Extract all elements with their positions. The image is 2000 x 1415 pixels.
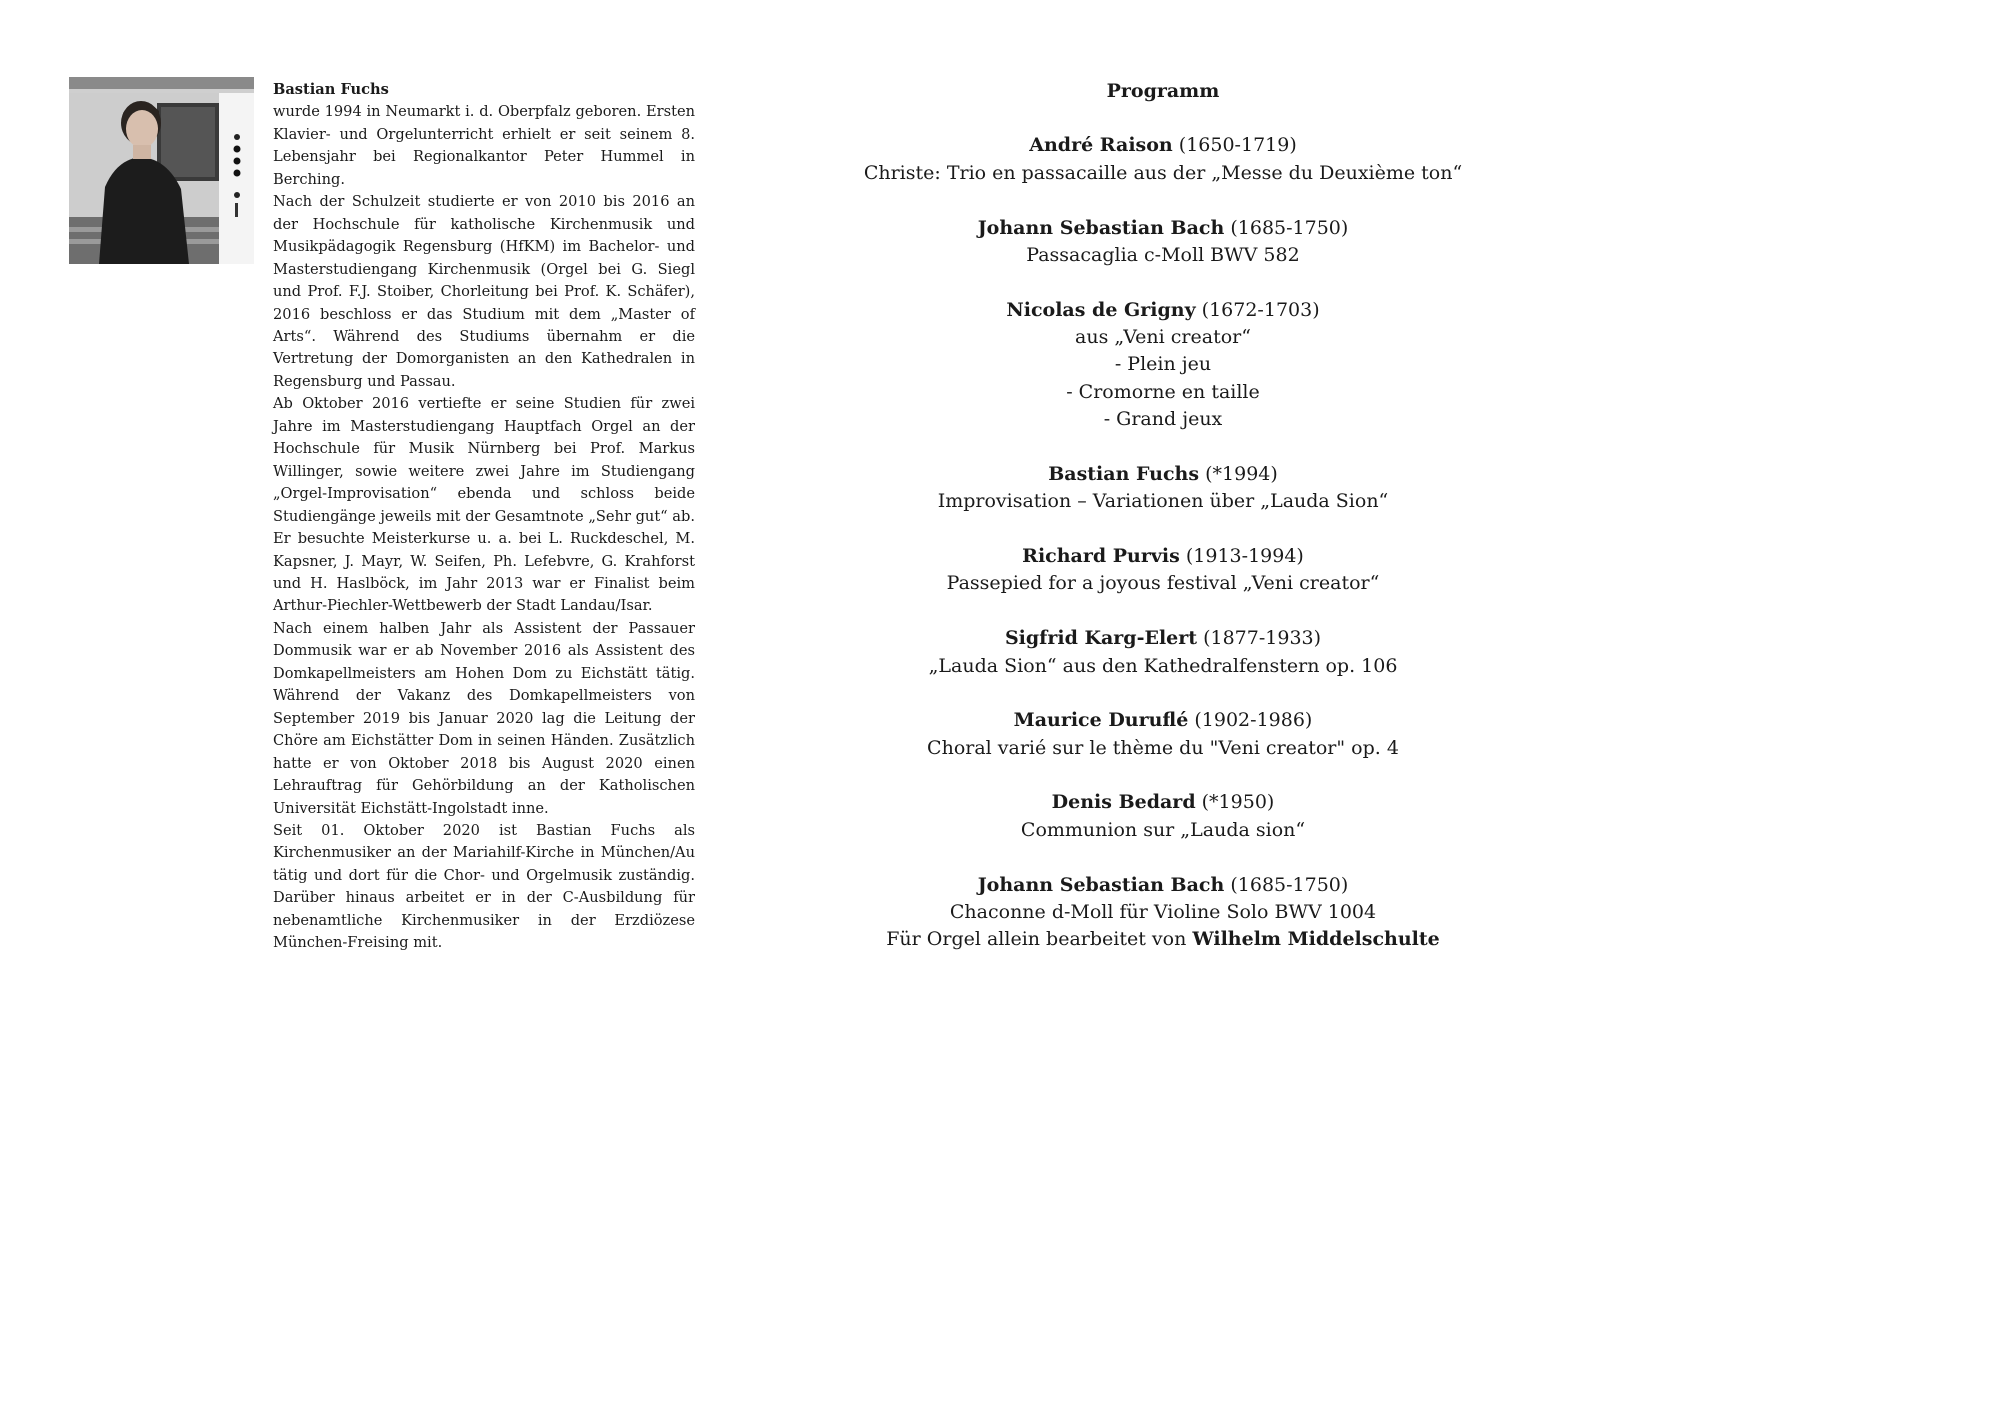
composer-dates: (1877-1933) bbox=[1197, 627, 1322, 650]
composer-line bbox=[850, 789, 1476, 816]
work-title: „Lauda Sion“ aus den Kathedralfenstern op. 106 bbox=[928, 654, 1398, 677]
composer-line bbox=[850, 707, 1476, 734]
arrangement-prefix: Für Orgel allein bearbeitet von bbox=[886, 928, 1193, 951]
program-piece bbox=[850, 543, 1476, 598]
work-movement: - Plein jeu bbox=[1114, 353, 1212, 376]
composer-line bbox=[850, 132, 1476, 159]
composer-name: André Raison bbox=[1029, 134, 1173, 157]
composer-name: Johann Sebastian Bach bbox=[977, 216, 1225, 239]
work-movement: - Grand jeux bbox=[1103, 408, 1223, 431]
composer-name: Nicolas de Grigny bbox=[1006, 298, 1196, 321]
composer-name: Sigfrid Karg-Elert bbox=[1004, 627, 1198, 650]
composer-name: Richard Purvis bbox=[1022, 545, 1180, 568]
composer-name: Bastian Fuchs bbox=[1048, 462, 1200, 485]
work-title: Chaconne d-Moll für Violine Solo BWV 1004 bbox=[949, 900, 1377, 923]
bio-paragraph: Ab Oktober 2016 vertiefte er seine Studien für zwei Jahre im Masterstudiengang Hauptfach Orgel an der Hochschule für Musik Nürnberg bei Prof. Markus Willinger, sowie weitere zwei Jahre im Studiengang „Orgel-Improvisation“ ebenda und schloss beide Studiengänge jeweils mit der Gesamtnote „Sehr gut“ ab. Er besuchte Meisterkurse u. a. bei L. Ruckdeschel, M. Kapsner, J. Mayr, W. Seifen, Ph. Lefebvre, G. Krahforst und H. Haslböck, im Jahr 2013 war er Finalist beim Arthur-Piechler-Wettbewerb der Stadt Landau/Isar. bbox=[273, 395, 695, 615]
composer-line bbox=[850, 461, 1476, 488]
composer-dates: (*1950) bbox=[1195, 791, 1275, 814]
biography bbox=[273, 79, 695, 955]
composer-line bbox=[850, 543, 1476, 570]
program-piece bbox=[850, 215, 1476, 270]
arranger-name: Wilhelm Middelschulte bbox=[1192, 928, 1440, 951]
composer-dates: (1902-1986) bbox=[1188, 709, 1313, 732]
program-piece bbox=[850, 461, 1476, 516]
arrangement-line bbox=[850, 926, 1476, 953]
work-title: Choral varié sur le thème du "Veni creator" op. 4 bbox=[927, 736, 1399, 759]
composer-dates: (1685-1750) bbox=[1224, 216, 1349, 239]
work-title: Communion sur „Lauda sion“ bbox=[1020, 818, 1306, 841]
composer-name: Maurice Duruflé bbox=[1013, 709, 1189, 732]
program-piece bbox=[850, 625, 1476, 680]
program-title: Programm bbox=[1106, 80, 1220, 102]
composer-dates: (1913-1994) bbox=[1179, 545, 1304, 568]
bio-paragraph: wurde 1994 in Neumarkt i. d. Oberpfalz geboren. Ersten Klavier- und Orgelunterricht erhielt er seit seinem 8. Lebensjahr bei Regionalkantor Peter Hummel in Berching. bbox=[273, 103, 695, 188]
portrait-photo bbox=[69, 77, 254, 264]
work-title: Improvisation – Variationen über „Lauda Sion“ bbox=[937, 490, 1389, 513]
composer-line bbox=[850, 625, 1476, 652]
composer-line bbox=[850, 297, 1476, 324]
composer-name: Denis Bedard bbox=[1051, 791, 1196, 814]
work-title: Passepied for a joyous festival „Veni creator“ bbox=[946, 572, 1380, 595]
bio-paragraph: Seit 01. Oktober 2020 ist Bastian Fuchs als Kirchenmusiker an der Mariahilf-Kirche in München/Au tätig und dort für die Chor- und Orgelmusik zuständig. Darüber hinaus arbeitet er in der C-Ausbildung für nebenamtliche Kirchenmusiker in der Erzdiözese München-Freising mit. bbox=[273, 821, 695, 952]
bio-paragraph: Nach einem halben Jahr als Assistent der Passauer Dommusik war er ab November 2016 als Assistent des Domkapellmeisters am Hohen Dom zu Eichstätt tätig. Während der Vakanz des Domkapellmeisters von September 2019 bis Januar 2020 lag die Leitung der Chöre am Eichstätter Dom in seinen Händen. Zusätzlich hatte er von Oktober 2018 bis August 2020 einen Lehrauftrag für Gehörbildung an der Katholischen Universität Eichstätt-Ingolstadt inne. bbox=[273, 619, 695, 817]
composer-dates: (*1994) bbox=[1199, 462, 1278, 485]
composer-dates: (1672-1703) bbox=[1195, 298, 1320, 321]
program-piece bbox=[850, 872, 1476, 954]
program-piece bbox=[850, 297, 1476, 434]
program bbox=[850, 78, 1476, 981]
composer-dates: (1650-1719) bbox=[1172, 134, 1297, 157]
work-title: Christe: Trio en passacaille aus der „Messe du Deuxième ton“ bbox=[863, 161, 1463, 184]
work-movement: - Cromorne en taille bbox=[1066, 380, 1260, 403]
bio-name: Bastian Fuchs bbox=[273, 81, 389, 98]
program-piece bbox=[850, 789, 1476, 844]
program-piece bbox=[850, 132, 1476, 187]
composer-line bbox=[850, 215, 1476, 242]
program-piece bbox=[850, 707, 1476, 762]
composer-name: Johann Sebastian Bach bbox=[977, 873, 1225, 896]
work-title: aus „Veni creator“ bbox=[1075, 326, 1251, 349]
composer-line bbox=[850, 872, 1476, 899]
bio-paragraph: Nach der Schulzeit studierte er von 2010 bis 2016 an der Hochschule für katholische Kirchenmusik und Musikpädagogik Regensburg (HfKM) im Bachelor- und Masterstudiengang Kirchenmusik (Orgel bei G. Siegl und Prof. F.J. Stoiber, Chorleitung bei Prof. K. Schäfer), 2016 beschloss er das Studium mit dem „Master of Arts“. Während des Studiums übernahm er die Vertretung der Domorganisten an den Kathedralen in Regensburg und Passau. bbox=[273, 193, 695, 390]
work-title: Passacaglia c-Moll BWV 582 bbox=[1026, 243, 1300, 266]
composer-dates: (1685-1750) bbox=[1224, 873, 1349, 896]
